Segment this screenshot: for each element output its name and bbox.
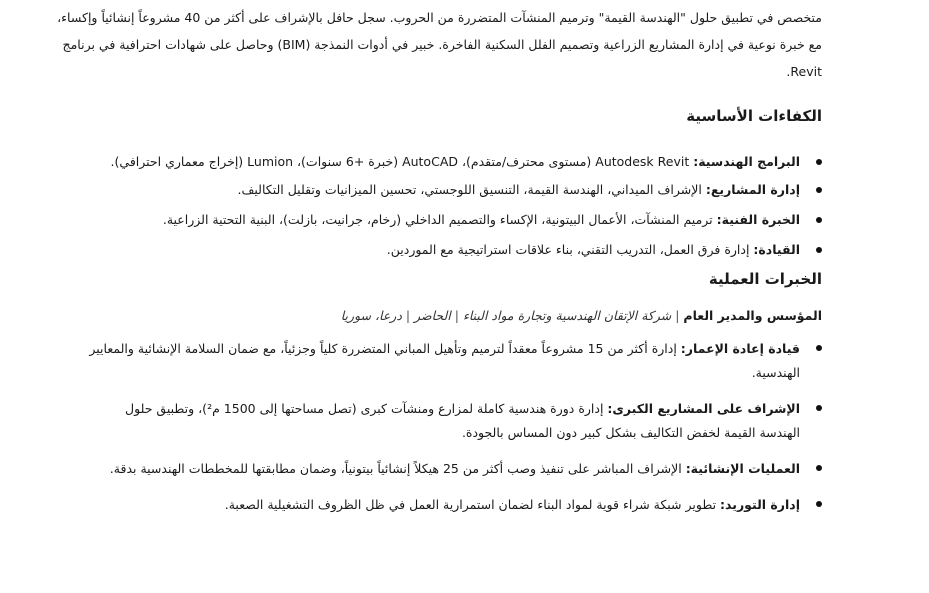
document-page (0, 4, 929, 593)
skills-heading: الكفاءات الأساسية (686, 107, 822, 125)
bullet-icon (816, 159, 822, 165)
bullet-icon (816, 405, 822, 411)
skills-list (86, 151, 822, 260)
item-label: إدارة التوريد: (720, 497, 800, 512)
list-item (86, 239, 822, 260)
job-title-line: المؤسس والمدير العام | شركة الإتقان الهندسية وتجارة مواد البناء | الحاضر | درعا، سوريا (340, 308, 822, 323)
bullet-icon (816, 345, 822, 351)
item-text: الإشراف المباشر على تنفيذ وصب أكثر من 25 هيكلاً إنشائياً بيتونياً، وضمان مطابقتها للمخططات الهندسية بدقة. (109, 461, 682, 476)
bullet-icon (816, 247, 822, 253)
list-item (86, 493, 822, 517)
list-item (86, 179, 822, 200)
summary-line: Revit. (786, 64, 822, 79)
item-text: إدارة دورة هندسية كاملة لمزارع ومنشآت كبرى (تصل مساحتها إلى 1500 م²)، وتطبيق حلول الهندسة القيمة لخفض التكاليف بشكل كبير دون المساس بالجودة. (125, 401, 800, 440)
item-label: إدارة المشاريع: (705, 182, 800, 197)
summary-line: مع خبرة نوعية في إدارة المشاريع الزراعية وتصميم الفلل السكنية الفاخرة. خبير في أدوات النمذجة (BIM) وحاصل على شهادات احترافية في برنامج (62, 37, 822, 52)
job-role: المؤسس والمدير العام (683, 308, 822, 323)
item-text: إدارة أكثر من 15 مشروعاً معقداً لترميم وتأهيل المباني المتضررة كلياً وجزئياً، مع ضمان السلامة الإنشائية والمعايير الهندسية. (89, 341, 800, 380)
list-item (86, 337, 822, 385)
item-label: قيادة إعادة الإعمار: (680, 341, 800, 356)
item-text: إدارة فرق العمل، التدريب التقني، بناء علاقات استراتيجية مع الموردين. (386, 242, 750, 257)
list-item (86, 457, 822, 481)
experience-list (86, 337, 822, 517)
item-label: القيادة: (753, 242, 800, 257)
list-item (86, 397, 822, 445)
bullet-icon (816, 217, 822, 223)
job-location: درعا، سوريا (340, 308, 402, 323)
item-label: البرامج الهندسية: (693, 154, 800, 169)
bullet-icon (816, 465, 822, 471)
job-period: الحاضر (414, 308, 451, 323)
bullet-icon (816, 501, 822, 507)
list-item (86, 151, 822, 172)
item-text: Autodesk Revit (مستوى محترف/متقدم)، AutoCAD (خبرة +6 سنوات)، Lumion (إخراج معماري احترافي). (110, 154, 690, 169)
item-text: ترميم المنشآت، الأعمال البيتونية، الإكساء والتصميم الداخلي (رخام، جرانيت، بازلت)، البنية التحتية الزراعية. (162, 212, 713, 227)
company-name: شركة الإتقان الهندسية وتجارة مواد البناء (462, 308, 672, 323)
bullet-icon (816, 187, 822, 193)
experience-heading: الخبرات العملية (708, 270, 822, 288)
list-item (86, 209, 822, 230)
summary-line: متخصص في تطبيق حلول "الهندسة القيمة" وترميم المنشآت المتضررة من الحروب. سجل حافل بالإشراف على أكثر من 40 مشروعاً إنشائياً وإكساء، (57, 10, 822, 25)
item-text: تطوير شبكة شراء قوية لمواد البناء لضمان استمرارية العمل في ظل الظروف التشغيلية الصعبة. (224, 497, 717, 512)
item-label: الخبرة الفنية: (716, 212, 800, 227)
profile-summary (57, 4, 822, 85)
item-label: الإشراف على المشاريع الكبرى: (607, 401, 800, 416)
item-label: العمليات الإنشائية: (685, 461, 800, 476)
item-text: الإشراف الميداني، الهندسة القيمة، التنسيق اللوجستي، تحسين الميزانيات وتقليل التكاليف. (237, 182, 702, 197)
